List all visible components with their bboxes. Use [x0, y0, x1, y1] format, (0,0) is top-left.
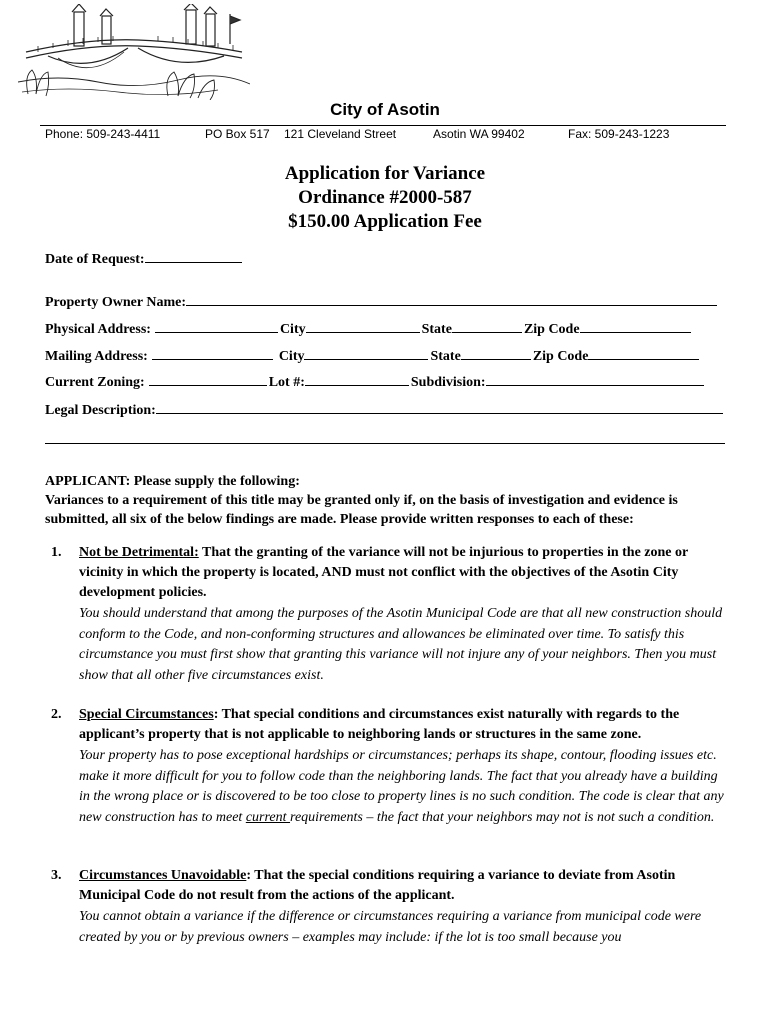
finding-note-emphasis: current [245, 809, 291, 825]
property-owner-name-blank[interactable] [186, 293, 717, 306]
po-box: PO Box 517 [205, 127, 270, 141]
mailing-address-label: Mailing Address: [45, 349, 148, 364]
physical-city-label: City [279, 322, 306, 337]
mailing-zip-label: Zip Code [532, 349, 589, 364]
legal-description-blank[interactable] [156, 401, 723, 414]
mailing-address-blank[interactable] [152, 347, 273, 360]
mailing-state-blank[interactable] [461, 347, 531, 360]
legal-description-row [45, 401, 725, 419]
title-line-fee: $150.00 Application Fee [288, 211, 482, 232]
physical-address-row [45, 320, 693, 338]
mailing-zip-blank[interactable] [588, 347, 699, 360]
current-zoning-blank[interactable] [149, 373, 267, 386]
mailing-address-row [45, 347, 701, 365]
current-zoning-label: Current Zoning: [45, 375, 145, 390]
finding-note-part: Your property has to pose exceptional hardships or circumstances; perhaps its shape, contour, flooding issues etc. make it more difficult for you to follow code than the neighboring lands. The fact that you already have a building in the wrong place or is discovered to be too close to property lines is no such condition. The code is clear that any new construction has to meet [79, 748, 724, 825]
street-address: 121 Cleveland Street [284, 127, 397, 141]
finding-number: 1. [51, 545, 62, 560]
date-of-request-row [45, 250, 244, 268]
physical-state-blank[interactable] [452, 320, 522, 333]
finding-heading: Not be Detrimental: [79, 545, 199, 560]
legal-description-label: Legal Description: [45, 403, 156, 418]
finding-text: That the granting of the variance will not be injurious to properties in the zone or vicinity in which the property is located, AND must not conflict with the objectives of the Asotin City development policies. [79, 545, 688, 600]
mailing-city-blank[interactable] [304, 347, 428, 360]
current-zoning-row [45, 373, 706, 391]
city-bridge-logo [18, 4, 250, 100]
city-name: City of Asotin [330, 100, 440, 119]
mailing-city-label: City [278, 349, 305, 364]
date-of-request-blank[interactable] [145, 250, 242, 263]
document-title [0, 162, 770, 234]
physical-address-blank[interactable] [155, 320, 278, 333]
applicant-instructions [45, 472, 735, 529]
finding-number: 2. [51, 707, 62, 722]
physical-zip-blank[interactable] [580, 320, 691, 333]
lot-number-blank[interactable] [305, 373, 409, 386]
finding-note: You cannot obtain a variance if the difference or circumstances requiring a variance from municipal code were created by you or by previous owners – examples may include: if the lot is too small because you [79, 909, 702, 945]
finding-number: 3. [51, 868, 62, 883]
finding-note-part: requirements – the fact that your neighbors may not is not such a condition. [290, 809, 715, 825]
title-line-ordinance: Ordinance #2000-587 [298, 187, 472, 208]
property-owner-name-label: Property Owner Name: [45, 295, 186, 310]
physical-address-label: Physical Address: [45, 322, 151, 337]
finding-heading: Special Circumstances [79, 707, 214, 722]
city-state-zip: Asotin WA 99402 [433, 127, 525, 141]
physical-city-blank[interactable] [306, 320, 420, 333]
finding-text: : That the special conditions requiring a variance to deviate from Asotin Municipal Code do not result from the actions of the applicant. [79, 868, 676, 903]
physical-zip-label: Zip Code [523, 322, 580, 337]
title-line-application: Application for Variance [284, 163, 486, 184]
fax-number: Fax: 509-243-1223 [568, 127, 670, 141]
subdivision-blank[interactable] [486, 373, 704, 386]
property-owner-row [45, 293, 719, 311]
finding-note: You should understand that among the purposes of the Asotin Municipal Code are that all new construction should conform to the Code, and non-conforming structures and allowances be eliminated over time. To satisfy this circumstance you must first show that granting this variance will not injure any of your neighbors. Then you must show that all other five circumstances exist. [79, 606, 723, 683]
lot-number-label: Lot #: [268, 375, 305, 390]
finding-note [79, 746, 729, 828]
subdivision-label: Subdivision: [410, 375, 486, 390]
header-divider [40, 125, 726, 126]
mailing-state-label: State [430, 349, 461, 364]
variance-requirements-text: Variances to a requirement of this title may be granted only if, on the basis of investigation and evidence is submitted, all six of the below findings are made. Please provide written responses to each of these: [45, 493, 678, 527]
finding-heading: Circumstances Unavoidable [79, 868, 247, 883]
legal-description-blank-continued[interactable] [45, 443, 725, 444]
applicant-heading: APPLICANT: Please supply the following: [45, 474, 300, 489]
phone-number: Phone: 509-243-4411 [45, 127, 161, 141]
physical-state-label: State [421, 322, 452, 337]
date-of-request-label: Date of Request: [45, 252, 145, 267]
finding-text: : That special conditions and circumstances exist naturally with regards to the applicant’s property that is not applicable to neighboring lands or structures in the same zone. [79, 707, 680, 742]
